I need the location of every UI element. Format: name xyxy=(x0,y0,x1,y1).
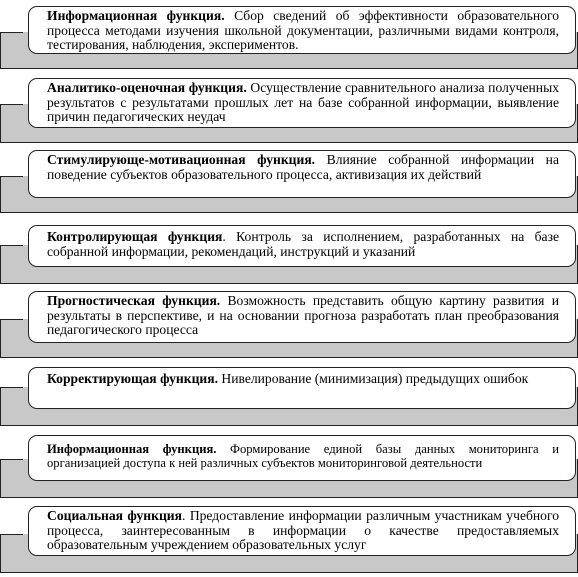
function-text: Осуществление сравнительного анализа полученных результатов с результатами прошлых лет на базе собранной информации, выявление причин педагогических неудач xyxy=(47,80,560,125)
function-title: Стимулирующе-мотивационная функция. xyxy=(47,152,316,167)
block-tab xyxy=(0,459,23,498)
function-block-8 xyxy=(0,506,578,574)
block-tab xyxy=(0,104,23,143)
function-title: Аналитико-оценочная функция. xyxy=(47,80,247,95)
function-box xyxy=(28,367,576,409)
function-title: Корректирующая функция. xyxy=(47,371,219,386)
function-text: . Предоставление информации различным участникам учебного процесса, заинтересованным в информации о качестве предоставляемых образовательным учреждением образовательных услуг xyxy=(47,508,559,553)
function-title: Социальная функция xyxy=(47,508,182,523)
function-block-5 xyxy=(0,291,578,359)
block-tab xyxy=(0,176,23,213)
function-block-7 xyxy=(0,435,578,499)
block-tab xyxy=(0,534,23,573)
function-block-2 xyxy=(0,78,578,144)
function-box xyxy=(28,78,576,128)
function-box xyxy=(28,225,576,267)
function-text: Формирование единой базы данных мониторинга и организацией доступа к ней различных субъектов мониторинговой деятельности xyxy=(47,442,559,471)
block-tab xyxy=(0,32,23,69)
function-title: Прогностическая функция. xyxy=(47,293,221,308)
function-text: Возможность представить общую картину развития и результаты в перспективе, и на основании прогноза разработать план преобразования педагогического процесса xyxy=(47,293,559,338)
function-text: . Контроль за исполнением, разработанных на базе собранной информации, рекомендаций, инструкций и указаний xyxy=(47,229,559,259)
block-tab xyxy=(0,387,23,426)
function-title: Контролирующая функция xyxy=(47,229,223,244)
function-box xyxy=(28,435,576,481)
block-tab xyxy=(0,245,23,284)
function-title: Информационная функция. xyxy=(47,8,225,23)
function-box xyxy=(28,506,576,556)
function-block-4 xyxy=(0,225,578,285)
block-tab xyxy=(0,319,23,358)
function-text: Сбор сведений об эффективности образовательного процесса методами изучения школьной документации, различными видами контроля, тестирования, наблюдения, экспериментов. xyxy=(47,8,559,53)
function-text: Влияние собранной информации на поведение субъектов образовательного процесса, активизация их действий xyxy=(47,152,559,182)
function-title: Информационная функция. xyxy=(47,442,217,456)
function-text: Нивелирование (минимизация) предыдущих ошибок xyxy=(218,371,529,386)
function-box xyxy=(28,150,576,198)
function-box xyxy=(28,291,576,343)
function-block-1 xyxy=(0,6,578,70)
function-box xyxy=(28,6,576,54)
function-block-6 xyxy=(0,367,578,427)
function-block-3 xyxy=(0,150,578,214)
